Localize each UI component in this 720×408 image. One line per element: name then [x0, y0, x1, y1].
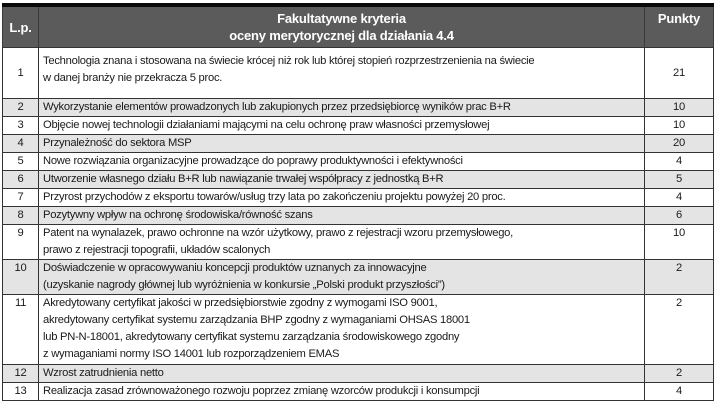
row-points: 2: [645, 295, 714, 365]
row-number: 6: [3, 171, 39, 189]
table-row: [3, 135, 714, 153]
row-number: 13: [3, 383, 39, 401]
criterion-line: Pozytywny wpływ na ochronę środowiska/równość szans: [43, 209, 313, 221]
criterion-line: Realizacja zasad zrównoważonego rozwoju poprzez zmianę wzorców produkcji i konsumpcji: [43, 385, 480, 397]
row-number: 3: [3, 117, 39, 135]
criterion-line: z wymaganiami normy ISO 14001 lub rozporządzeniem EMAS: [43, 348, 340, 360]
row-criterion: [39, 117, 645, 135]
row-points: 5: [645, 171, 714, 189]
row-criterion: [39, 365, 645, 383]
row-points: 21: [645, 48, 714, 99]
table-row: [3, 153, 714, 171]
row-points: 2: [645, 365, 714, 383]
row-number: 11: [3, 295, 39, 365]
row-points: 10: [645, 99, 714, 117]
criteria-table-wrapper: [2, 3, 714, 401]
criterion-line: Objęcie nowej technologii działaniami mającymi na celu ochronę praw własności przemysłowej: [43, 119, 490, 131]
row-number: 7: [3, 189, 39, 207]
table-row: [3, 225, 714, 260]
row-number: 1: [3, 48, 39, 99]
row-criterion: [39, 99, 645, 117]
table-row: [3, 189, 714, 207]
row-criterion: [39, 153, 645, 171]
header-criteria-line1: Fakultatywne kryteria: [277, 11, 406, 26]
header-points: Punkty: [645, 7, 714, 48]
table-row: [3, 171, 714, 189]
criterion-line: (uzyskanie nagrody głównej lub wyróżnienia w konkursie „Polski produkt przyszłości”): [43, 279, 445, 291]
criterion-line: Utworzenie własnego działu B+R lub nawiązanie trwałej współpracy z jednostką B+R: [43, 173, 444, 185]
table-row: [3, 383, 714, 401]
table-row: [3, 365, 714, 383]
row-number: 8: [3, 207, 39, 225]
row-number: 9: [3, 225, 39, 260]
criterion-line: Wzrost zatrudnienia netto: [43, 367, 164, 379]
criterion-line: Przyrost przychodów z eksportu towarów/usług trzy lata po zakończeniu projektu powyżej 20 proc.: [43, 191, 506, 203]
criterion-line: lub PN-N-18001, akredytowany certyfikat systemu zarządzania środowiskowego zgodny: [43, 331, 460, 343]
row-points: 4: [645, 189, 714, 207]
row-criterion: [39, 260, 645, 295]
row-points: 10: [645, 117, 714, 135]
row-criterion: [39, 189, 645, 207]
row-criterion: [39, 207, 645, 225]
header-row: [3, 7, 714, 48]
header-criteria-line2: oceny merytorycznej dla działania 4.4: [229, 28, 454, 43]
row-number: 4: [3, 135, 39, 153]
criterion-line: Doświadczenie w opracowywaniu koncepcji produktów uznanych za innowacyjne: [43, 262, 427, 274]
row-points: 6: [645, 207, 714, 225]
row-number: 5: [3, 153, 39, 171]
criterion-line: Patent na wynalazek, prawo ochronne na wzór użytkowy, prawo z rejestracji wzoru przemysłowego,: [43, 227, 514, 239]
row-criterion: [39, 171, 645, 189]
row-points: 10: [645, 225, 714, 260]
table-row: [3, 48, 714, 99]
row-points: 2: [645, 260, 714, 295]
row-criterion: [39, 295, 645, 365]
row-criterion: [39, 135, 645, 153]
row-points: 20: [645, 135, 714, 153]
row-criterion: [39, 225, 645, 260]
table-row: [3, 99, 714, 117]
criterion-line: akredytowany certyfikat systemu zarządzania BHP zgodny z wymaganiami OHSAS 18001: [43, 314, 470, 326]
table-row: [3, 117, 714, 135]
criterion-line: Akredytowany certyfikat jakości w przedsiębiorstwie zgodny z wymogami ISO 9001,: [43, 297, 438, 309]
row-points: 4: [645, 153, 714, 171]
criterion-line: Technologia znana i stosowana na świecie krócej niż rok lub której stopień rozprzestrzenienia na świecie: [43, 55, 535, 67]
criterion-line: Nowe rozwiązania organizacyjne prowadzące do poprawy produktywności i efektywności: [43, 155, 463, 167]
header-lp: L.p.: [3, 7, 39, 48]
header-criteria: [39, 7, 645, 48]
row-criterion: [39, 48, 645, 99]
row-points: 4: [645, 383, 714, 401]
table-body: [3, 48, 714, 401]
criteria-table: [2, 7, 714, 401]
table-row: [3, 295, 714, 365]
table-row: [3, 260, 714, 295]
criterion-line: prawo z rejestracji topografii, układów scalonych: [43, 244, 271, 256]
criterion-line: Wykorzystanie elementów prowadzonych lub zakupionych przez przedsiębiorcę wyników prac B+R: [43, 101, 511, 113]
criterion-line: w danej branży nie przekracza 5 proc.: [43, 72, 223, 84]
row-number: 2: [3, 99, 39, 117]
row-criterion: [39, 383, 645, 401]
table-row: [3, 207, 714, 225]
criterion-line: Przynależność do sektora MSP: [43, 137, 192, 149]
row-number: 10: [3, 260, 39, 295]
row-number: 12: [3, 365, 39, 383]
